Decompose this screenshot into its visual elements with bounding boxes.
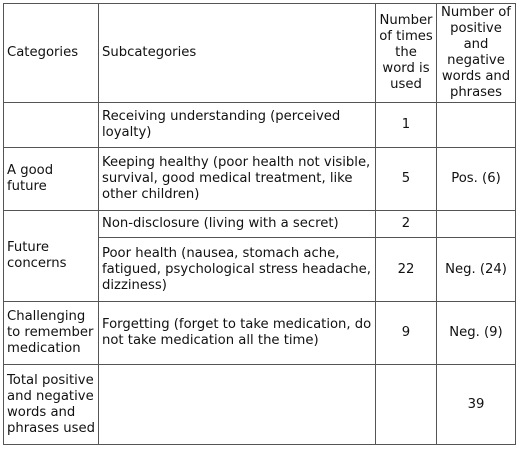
category-cell: A good future: [4, 148, 99, 211]
posneg-cell: [437, 103, 516, 148]
header-pos-neg: Number of positive and negative words and phrases: [437, 4, 516, 103]
subcategory-cell: Poor health (nausea, stomach ache, fatigued, psychological stress headache, dizziness): [99, 238, 376, 302]
category-cell: [4, 103, 99, 148]
subcategory-cell: Keeping healthy (poor health not visible, survival, good medical treatment, like other children): [99, 148, 376, 211]
header-categories: Categories: [4, 4, 99, 103]
count-cell: [376, 365, 437, 445]
header-row: [4, 4, 516, 103]
posneg-cell: [437, 211, 516, 238]
table-row: [4, 211, 516, 238]
table-row: [4, 302, 516, 365]
header-times-used: Number of times the word is used: [376, 4, 437, 103]
category-cell: Future concerns: [4, 211, 99, 302]
total-row: [4, 365, 516, 445]
posneg-cell: Pos. (6): [437, 148, 516, 211]
count-cell: 2: [376, 211, 437, 238]
table-row: [4, 103, 516, 148]
count-cell: 22: [376, 238, 437, 302]
results-table: [3, 3, 516, 445]
category-cell: Total positive and negative words and phrases used: [4, 365, 99, 445]
table-row: [4, 148, 516, 211]
subcategory-cell: Non-disclosure (living with a secret): [99, 211, 376, 238]
count-cell: 9: [376, 302, 437, 365]
subcategory-cell: Forgetting (forget to take medication, do not take medication all the time): [99, 302, 376, 365]
count-cell: 5: [376, 148, 437, 211]
subcategory-cell: Receiving understanding (perceived loyalty): [99, 103, 376, 148]
posneg-cell: 39: [437, 365, 516, 445]
count-cell: 1: [376, 103, 437, 148]
posneg-cell: Neg. (9): [437, 302, 516, 365]
subcategory-cell: [99, 365, 376, 445]
category-cell: Challenging to remember medication: [4, 302, 99, 365]
posneg-cell: Neg. (24): [437, 238, 516, 302]
header-subcategories: Subcategories: [99, 4, 376, 103]
